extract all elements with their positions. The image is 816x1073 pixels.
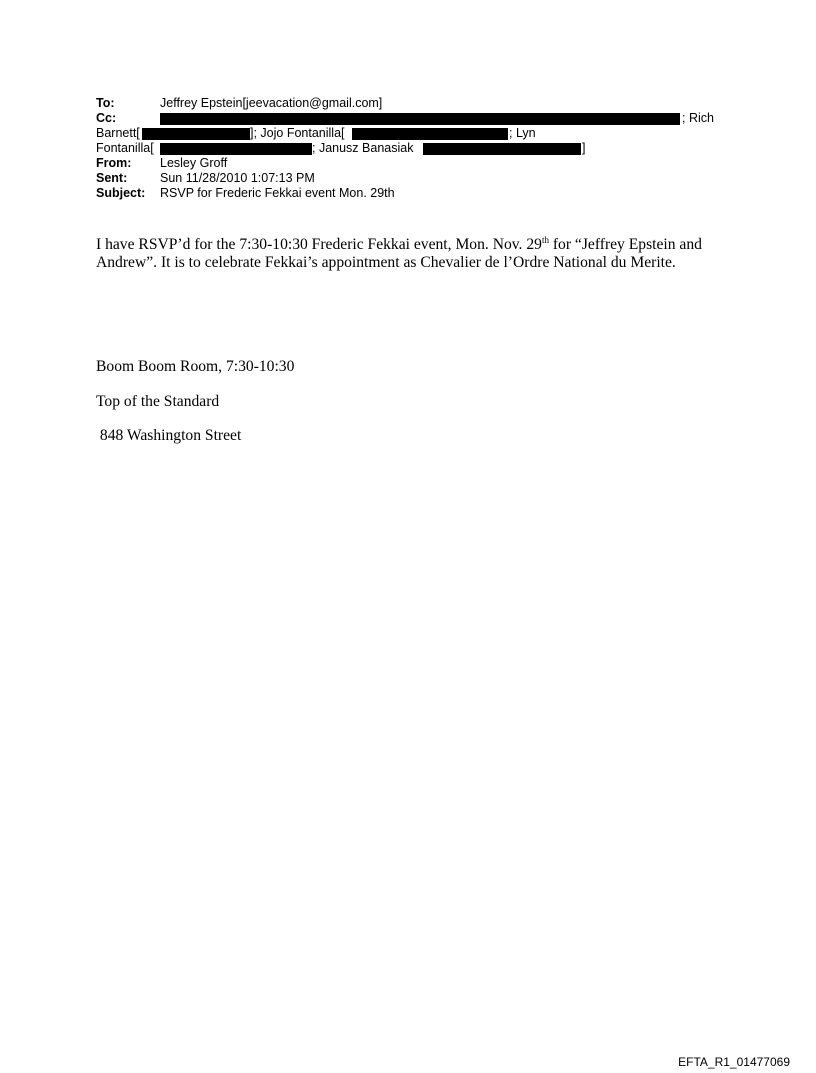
redaction-bar	[423, 143, 581, 155]
sent-value: Sun 11/28/2010 1:07:13 PM	[160, 171, 315, 185]
cc-janusz: ; Janusz Banasiak	[312, 141, 414, 155]
cc-fontanilla: Fontanilla[	[96, 141, 154, 155]
venue-subline: Top of the Standard	[96, 393, 220, 410]
cc-jojo: ]; Jojo Fontanilla[	[250, 126, 345, 140]
venue-line: Boom Boom Room, 7:30-10:30	[96, 358, 295, 375]
subject-row	[96, 186, 736, 201]
redaction-bar	[352, 128, 508, 140]
redaction-bar	[160, 143, 312, 155]
body-paragraph-end: for “Jeffrey Epstein and Andrew”. It is to celebrate Fekkai’s appointment as Chevalier de l’Ordre National du Merite.	[96, 236, 702, 271]
body-paragraph	[96, 236, 736, 272]
ordinal-suffix: th	[541, 234, 549, 245]
to-row	[96, 96, 736, 111]
cc-lyn: ; Lyn	[509, 126, 536, 140]
redaction-bar	[160, 113, 680, 125]
cc-label: Cc:	[96, 111, 117, 125]
document-id: EFTA_R1_01477069	[678, 1055, 790, 1069]
subject-value: RSVP for Frederic Fekkai event Mon. 29th	[160, 186, 395, 200]
sent-label: Sent:	[96, 171, 128, 185]
email-header	[96, 96, 736, 201]
cc-close: ]	[582, 141, 586, 155]
subject-label: Subject:	[96, 186, 146, 200]
redaction-bar	[142, 128, 250, 140]
to-value: Jeffrey Epstein[jeevacation@gmail.com]	[160, 96, 383, 110]
cc-rich: ; Rich	[682, 111, 714, 125]
from-label: From:	[96, 156, 132, 170]
sent-row	[96, 171, 736, 186]
cc-barnett: Barnett[	[96, 126, 140, 140]
from-value: Lesley Groff	[160, 156, 228, 170]
from-row	[96, 156, 736, 171]
address-line: 848 Washington Street	[96, 427, 242, 444]
body-paragraph-start: I have RSVP’d for the 7:30-10:30 Frederic Fekkai event, Mon. Nov. 29	[96, 236, 542, 253]
cc-row-3	[96, 141, 736, 156]
cc-row-2	[96, 126, 736, 141]
to-label: To:	[96, 96, 115, 110]
cc-row	[96, 111, 736, 126]
